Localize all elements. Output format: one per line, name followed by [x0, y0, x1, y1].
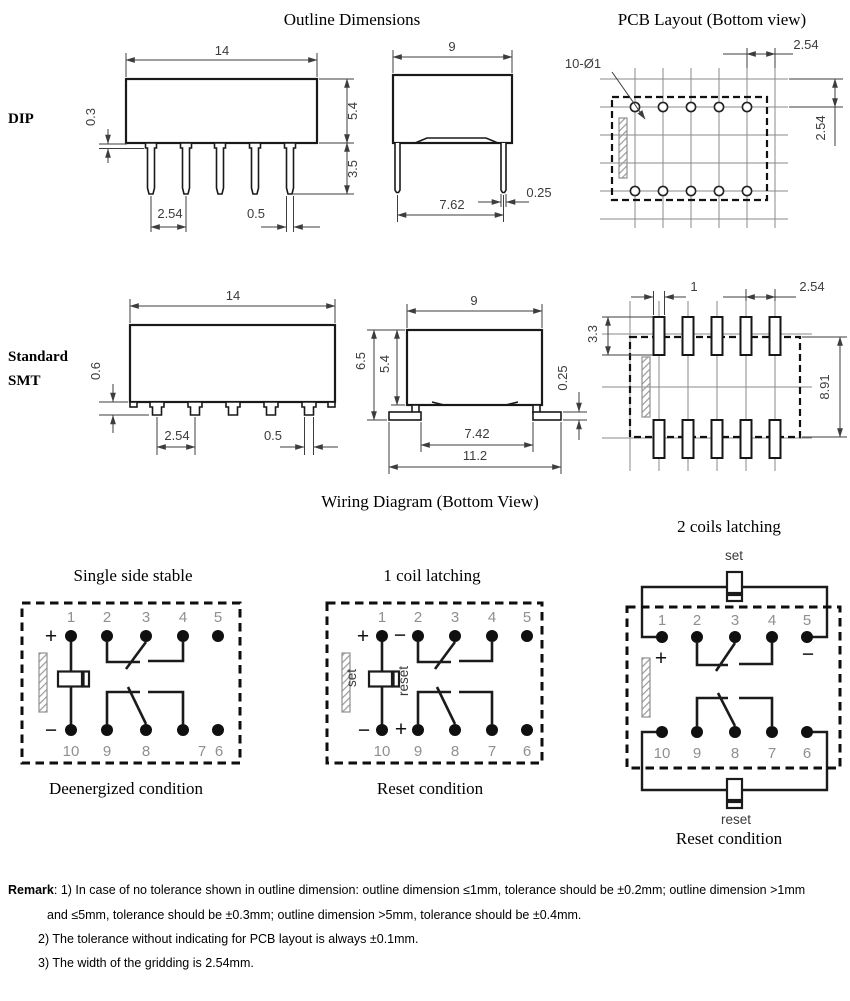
remark-line-3: 2) The tolerance without indicating for PCB layout is always ±0.1mm. — [38, 932, 419, 946]
remark-label: Remark — [8, 883, 54, 897]
d3-pins — [656, 631, 813, 738]
smt-side-inner-span-dim: 7.42 — [464, 426, 490, 441]
smt-pcb-row-span-dim: 8.91 — [817, 374, 832, 400]
wiring-diagram-single-side-stable — [22, 603, 240, 763]
dip-side-width-dim: 9 — [448, 39, 456, 54]
d3-pin-5: 5 — [802, 612, 812, 629]
dip-front-width-dim: 14 — [214, 43, 230, 58]
d1-pin-7: 7 — [197, 743, 207, 760]
d2-coil — [369, 672, 392, 687]
smt-pcb-polarity-bar — [642, 357, 650, 417]
d2-pin-5: 5 — [522, 609, 532, 626]
smt-side-body-height-dim: 5.4 — [377, 354, 392, 374]
d3-set-coil — [727, 572, 742, 593]
d2-pin-2: 2 — [413, 609, 423, 626]
d3-reset-coil — [727, 779, 742, 800]
d3-minus-sign: − — [801, 643, 815, 666]
d3-pin-2: 2 — [692, 612, 702, 629]
d1-pin-6: 6 — [214, 743, 224, 760]
d2-pin-10: 10 — [373, 743, 391, 760]
smt-front-view — [88, 288, 338, 455]
smt-front-width-dim: 14 — [225, 288, 241, 303]
dip-side-view — [393, 39, 552, 222]
d2-pin-8: 8 — [450, 743, 460, 760]
d2-title: 1 coil latching — [383, 566, 481, 585]
d1-pin-2: 2 — [102, 609, 112, 626]
d2-minus-top: − — [393, 624, 407, 647]
dip-pcb-holes-callout: 10-Ø1 — [564, 56, 602, 71]
d1-polarity-bar — [39, 653, 47, 712]
d2-pin-1: 1 — [377, 609, 387, 626]
dip-pcb-dimensions — [565, 37, 843, 146]
smt-pcb-pad-width-dim: 1 — [690, 279, 698, 294]
dip-front-pin-length-dim: 3.5 — [345, 159, 360, 179]
outline-dimensions-title: Outline Dimensions — [283, 10, 421, 29]
smt-front-pitch-dim: 2.54 — [164, 428, 190, 443]
dip-pcb-layout — [565, 37, 843, 228]
wiring-diagram-2-coils-latching — [627, 548, 840, 827]
wiring-diagram-1-coil-latching — [327, 603, 542, 763]
dip-pcb-grid-h-dim: 2.54 — [793, 37, 819, 52]
dip-front-height-dim: 5.4 — [345, 101, 360, 121]
dip-side-span-dim: 7.62 — [439, 197, 465, 212]
d1-caption: Deenergized condition — [48, 779, 204, 798]
d3-pin-4: 4 — [767, 612, 777, 629]
d3-pin-10: 10 — [653, 745, 671, 762]
d3-pin-6: 6 — [802, 745, 812, 762]
d1-pin-5: 5 — [213, 609, 223, 626]
smt-side-total-height-dim: 6.5 — [353, 351, 368, 371]
d3-pin-9: 9 — [692, 745, 702, 762]
d2-plus-bottom: + — [394, 718, 408, 741]
smt-row-label-line1: Standard — [8, 349, 69, 365]
d3-pin-3: 3 — [730, 612, 740, 629]
d2-pin-6: 6 — [522, 743, 532, 760]
dip-front-pitch-dim: 2.54 — [157, 206, 183, 221]
dip-row-label: DIP — [8, 111, 34, 127]
d3-plus-sign: + — [654, 647, 668, 670]
d3-reset-label: reset — [720, 812, 752, 827]
smt-pcb-pad-length-dim: 3.3 — [585, 324, 600, 344]
d1-minus-sign: − — [44, 719, 58, 742]
d3-pin-1: 1 — [657, 612, 667, 629]
d1-pin-4: 4 — [178, 609, 188, 626]
d1-coil — [58, 672, 82, 687]
d3-caption: Reset condition — [675, 829, 783, 848]
smt-pcb-layout — [585, 279, 847, 471]
pcb-layout-title: PCB Layout (Bottom view) — [617, 10, 807, 29]
d2-pin-3: 3 — [450, 609, 460, 626]
smt-row-label-line2: SMT — [8, 373, 41, 389]
dip-front-pin-width-dim: 0.5 — [246, 206, 266, 221]
d3-title: 2 coils latching — [677, 517, 781, 536]
smt-side-view — [353, 293, 587, 474]
smt-pcb-pitch-dim: 2.54 — [799, 279, 825, 294]
remark-line-4: 3) The width of the gridding is 2.54mm. — [38, 956, 254, 970]
d1-plus-sign: + — [44, 625, 58, 648]
dip-front-view — [83, 43, 360, 232]
d3-pin-7: 7 — [767, 745, 777, 762]
d1-pin-10: 10 — [62, 743, 80, 760]
smt-side-width-dim: 9 — [470, 293, 478, 308]
dip-side-pin-thickness-dim: 0.25 — [526, 185, 552, 200]
smt-front-standoff-dim: 0.6 — [88, 361, 103, 381]
smt-pcb-dimensions — [585, 279, 847, 437]
d3-pin-8: 8 — [730, 745, 740, 762]
dip-front-standoff-dim: 0.3 — [83, 107, 98, 127]
d2-pin-4: 4 — [487, 609, 497, 626]
smt-side-lead-thickness-dim: 0.25 — [555, 365, 570, 391]
d2-reset-label: reset — [396, 665, 411, 697]
d3-polarity-bar — [642, 658, 650, 717]
d1-pin-1: 1 — [66, 609, 76, 626]
remark-text-1: : 1) In case of no tolerance shown in outline dimension: outline dimension ≤1mm, tolerance should be ±0.2mm; outline dimension >1mm — [53, 883, 806, 897]
d3-set-label: set — [724, 548, 744, 563]
d1-pin-9: 9 — [102, 743, 112, 760]
d2-pin-9: 9 — [413, 743, 423, 760]
d2-minus-bottom: − — [357, 719, 371, 742]
dip-pcb-grid-v-dim: 2.54 — [813, 115, 828, 141]
d2-set-label: set — [344, 668, 359, 688]
d1-pin-8: 8 — [141, 743, 151, 760]
smt-front-pin-width-dim: 0.5 — [263, 428, 283, 443]
d1-pin-3: 3 — [141, 609, 151, 626]
remark-line-2: and ≤5mm, tolerance should be ±0.3mm; outline dimension >5mm, tolerance should be ±0.4mm. — [47, 908, 582, 922]
d1-title: Single side stable — [73, 566, 193, 585]
d2-caption: Reset condition — [376, 779, 484, 798]
d2-pin-7: 7 — [487, 743, 497, 760]
smt-side-outer-span-dim: 11.2 — [462, 448, 488, 463]
d2-plus-top: + — [356, 625, 370, 648]
wiring-diagram-title: Wiring Diagram (Bottom View) — [321, 492, 539, 511]
dip-pcb-polarity-bar — [619, 118, 627, 178]
